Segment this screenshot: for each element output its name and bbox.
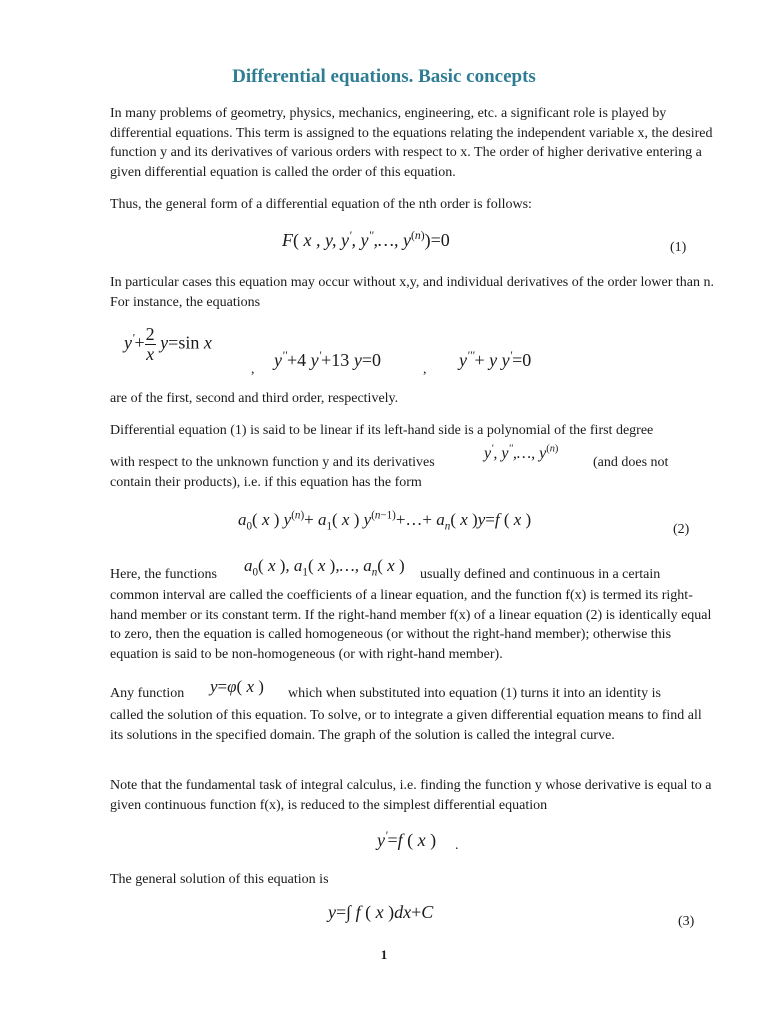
derivatives-expression: y', y'',…, $y^{(n)}$ [484,443,559,462]
simplest-equation: y'=f ( x ) [377,829,437,850]
coefficients-expression: $a_0$( x ), $a_1$( x ),…, $a_n$( x ) [244,556,405,579]
paragraph-solution-start: Any function [110,686,185,701]
paragraph-linear-line2-end: (and does not [593,455,669,470]
page-title: Differential equations. Basic concepts [232,66,536,87]
paragraph-coefficients-end: usually defined and continuous in a certain [420,567,661,582]
equation-1: F( x , y, y', y'',…, $y^{(n)})=0$ [282,229,450,250]
paragraph-coefficients-rest: common interval are called the coefficients of a linear equation, and the function f(x) is termed its right-hand member or its constant term. If the right-hand member f(x) of a linear equation (2) is identically equal to zero, then the equation is called homogeneous (or without the right-hand member); otherwise this equation is said to be non-homogeneous (or with right-hand member). [110,588,712,662]
paragraph-linear-definition: Differential equation (1) is said to be linear if its left-hand side is a polynomial of the first degree [110,423,654,438]
example-equation-second-order: y''+4 y'+13 y=0 [274,349,381,370]
paragraph-general-solution: The general solution of this equation is [110,872,329,887]
equation-number-1: (1) [670,240,687,255]
paragraph-intro: In many problems of geometry, physics, mechanics, engineering, etc. a significant role is played by differential equations. This term is assigned to the equations relating the independent variable x, the desired function y and its derivatives of various orders with respect to x. The order of higher derivative entering a given differential equation is called the order of this equation. [110,106,713,180]
example-equation-third-order: y'''+ y y'=0 [459,349,532,370]
paragraph-integral-calculus: Note that the fundamental task of integral calculus, i.e. finding the function y whose derivative is equal to a given continuous function f(x), is reduced to the simplest differential equation [110,778,712,813]
function-expression: y=φ( x ) [210,677,264,696]
equation-number-3: (3) [678,914,695,929]
paragraph-coefficients-start: Here, the functions [110,567,217,582]
separator-comma: , [423,362,427,377]
equation-3: y=∫ f ( x )dx+C [328,902,434,922]
paragraph-general-form: Thus, the general form of a differential equation of the nth order is follows: [110,197,532,212]
paragraph-linear-line2-start: with respect to the unknown function y and its derivatives [110,455,435,470]
example-equation-first-order: y'+ $\frac{2}{x}$ y=sin x [124,324,212,364]
paragraph-linear-line3: contain their products), i.e. if this equation has the form [110,475,422,490]
paragraph-solution-rest: called the solution of this equation. To solve, or to integrate a given differential equation means to find all its solutions in the specified domain. The graph of the solution is called the integral curve. [110,708,702,743]
separator-comma: , [251,362,255,377]
paragraph-particular-cases: In particular cases this equation may occur without x,y, and individual derivatives of the order lower than n. For instance, the equations [110,275,715,310]
equation-2: $a_0$( x ) $y^{(n)}+ a_1$( x ) $y^{(n-1)}+\dots+ a_n$( x )y=f ( x ) [238,509,532,533]
paragraph-solution-end: which when substituted into equation (1) turns it into an identity is [288,686,661,701]
separator-period: . [455,838,459,853]
equation-number-2: (2) [673,522,690,537]
page-number: 1 [380,947,388,962]
paragraph-orders: are of the first, second and third order, respectively. [110,391,399,406]
